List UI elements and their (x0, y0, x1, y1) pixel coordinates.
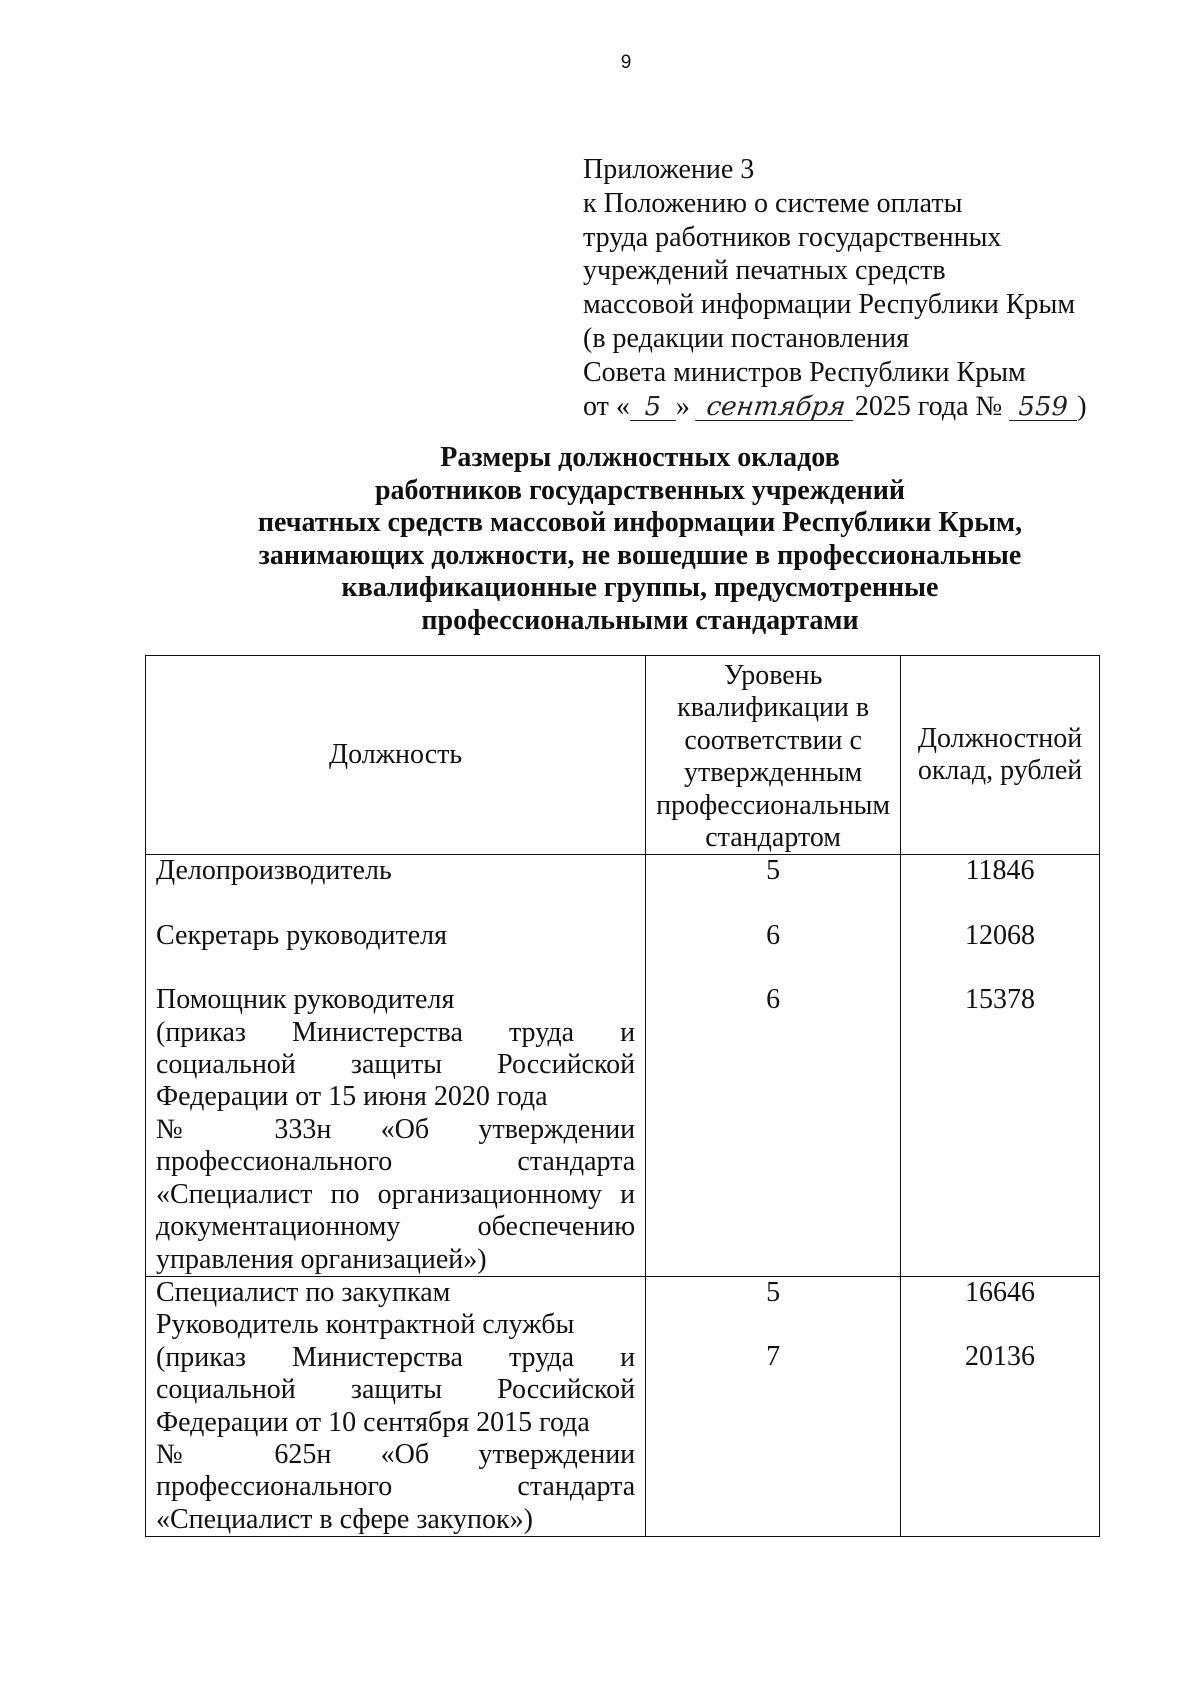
date-year: 2025 года № (854, 390, 1003, 422)
position-cell (146, 855, 646, 1276)
date-suffix: ) (1077, 390, 1087, 422)
salary-value: 20136 (965, 1341, 1036, 1373)
note-line: социальной защиты Российской (156, 1049, 636, 1081)
handwritten-number: 559 (1009, 394, 1077, 421)
level-value: 6 (766, 919, 781, 951)
table-header-row (146, 656, 1100, 855)
note-line: Федерации от 15 июня 2020 года (156, 1081, 548, 1113)
title-line: печатных средств массовой информации Республики Крым, (257, 507, 1023, 539)
header-level-line: профессиональным (656, 789, 891, 821)
appendix-line: к Положению о системе оплаты (583, 187, 963, 219)
handwritten-month: сентября (695, 394, 857, 421)
note-line: профессионального стандарта (156, 1146, 636, 1178)
level-value: 5 (766, 855, 781, 887)
note-line: (приказ Министерства труда и (156, 1016, 636, 1048)
document-title (150, 442, 1130, 638)
appendix-date-line (583, 390, 1087, 424)
note-line: «Специалист в сфере закупок») (156, 1503, 533, 1535)
title-line: квалификационные группы, предусмотренные (341, 572, 939, 604)
position-cell (146, 1276, 646, 1536)
appendix-line: массовой информации Республики Крым (583, 289, 1076, 321)
table-row (146, 1276, 1100, 1536)
header-salary (901, 656, 1100, 855)
header-level-line: стандартом (705, 822, 842, 854)
salary-value: 12068 (965, 919, 1036, 951)
header-level-line: соответствии с (684, 724, 862, 756)
note-line: № 333н «Об утверждении (156, 1113, 636, 1145)
appendix-block (583, 153, 1087, 423)
title-line: работников государственных учреждений (374, 474, 906, 506)
salary-value: 11846 (965, 855, 1035, 887)
note-line: № 625н «Об утверждении (156, 1438, 636, 1470)
handwritten-day: 5 (630, 394, 676, 421)
appendix-line: Совета министров Республики Крым (583, 356, 1026, 388)
date-mid: » (675, 390, 690, 422)
page-number: 9 (620, 52, 632, 73)
salary-cell (901, 1276, 1100, 1536)
note-line: профессионального стандарта (156, 1471, 636, 1503)
table-row (146, 855, 1100, 1276)
salary-value: 16646 (965, 1276, 1036, 1308)
note-line: управления организацией») (156, 1243, 487, 1275)
salary-value: 15378 (965, 984, 1036, 1016)
header-position: Должность (146, 656, 646, 855)
position-name: Секретарь руководителя (156, 919, 448, 951)
level-cell (646, 855, 901, 1276)
position-name: Специалист по закупкам (156, 1276, 451, 1308)
date-prefix: от « (583, 390, 630, 422)
title-line: Размеры должностных окладов (440, 442, 840, 473)
appendix-line: Приложение 3 (583, 154, 755, 185)
salary-cell (901, 855, 1100, 1276)
note-line: «Специалист по организационному и (156, 1178, 636, 1210)
level-cell (646, 1276, 901, 1536)
title-line: занимающих должности, не вошедшие в профессиональные (258, 539, 1022, 571)
note-line: социальной защиты Российской (156, 1374, 636, 1406)
note-line: (приказ Министерства труда и (156, 1341, 636, 1373)
header-level-line: Уровень (723, 660, 823, 691)
header-salary-line: Должностной (917, 722, 1083, 754)
position-name: Руководитель контрактной службы (156, 1309, 575, 1341)
appendix-line: учреждений печатных средств (583, 255, 946, 287)
salary-table (145, 655, 1100, 1537)
level-value: 5 (766, 1276, 781, 1308)
note-line: Федерации от 10 сентября 2015 года (156, 1406, 590, 1438)
title-line: профессиональными стандартами (421, 604, 859, 636)
appendix-line: труда работников государственных (583, 221, 1002, 253)
position-name: Делопроизводитель (156, 855, 392, 887)
level-value: 6 (766, 984, 781, 1016)
header-level-line: квалификации в (677, 692, 870, 724)
level-value: 7 (766, 1341, 781, 1373)
header-qualification-level (646, 656, 901, 855)
note-line: документационному обеспечению (156, 1211, 636, 1243)
appendix-line: (в редакции постановления (583, 322, 910, 354)
header-level-line: утвержденным (684, 757, 863, 789)
header-salary-line: оклад, рублей (917, 755, 1083, 787)
position-name: Помощник руководителя (156, 984, 455, 1016)
